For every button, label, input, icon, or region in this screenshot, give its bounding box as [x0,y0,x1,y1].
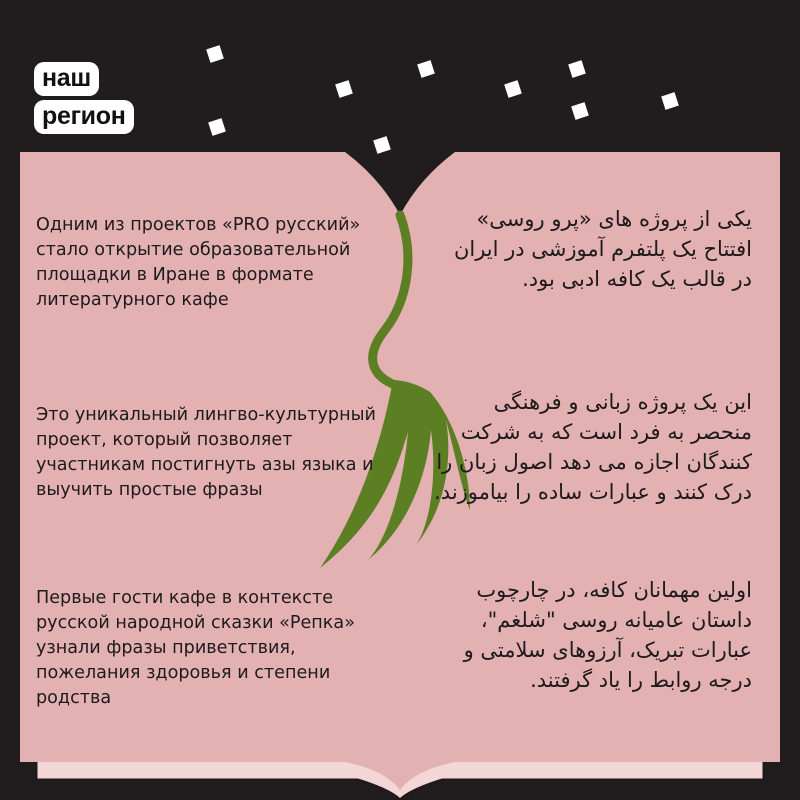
russian-text-3: Первые гости кафе в контексте русской народной сказки «Репка» узнали фразы приветствия, пожелания здоровья и степени родства [36,588,355,708]
persian-text-2: این یک پروژه زبانی و فرهنگی منحصر به فرد است که به شرکت کنندگان اجازه می دهد اصول زبان را درک کنند و عبارات ساده را بیاموزند. [434,390,752,504]
russian-paragraph-1 [36,213,386,313]
persian-text-1: یکی از پروژه های «پرو روسی» افتتاح یک پلتفرم آموزشی در ایران در قالب یک کافه ادبی بود. [453,207,752,291]
persian-paragraph-3 [432,575,752,695]
russian-paragraph-2 [36,403,386,503]
persian-paragraph-2 [432,387,752,507]
persian-text-3: اولین مهمانان کافه، در چارچوب داستان عامیانه روسی "شلغم"، عبارات تبریک، آرزوهای سلامتی و درجه روابط را یاد گرفتند. [463,578,752,692]
persian-paragraph-1 [432,204,752,294]
russian-text-1: Одним из проектов «PRO русский» стало открытие образовательной площадки в Иране в формате литературного кафе [36,215,361,310]
logo-word-2: регион [34,100,134,134]
russian-paragraph-3 [36,586,386,711]
logo-word-1: наш [34,62,99,96]
russian-text-2: Это уникальный лингво-культурный проект, который позволяет участникам постигнуть азы языка и выучить простые фразы [36,405,376,500]
